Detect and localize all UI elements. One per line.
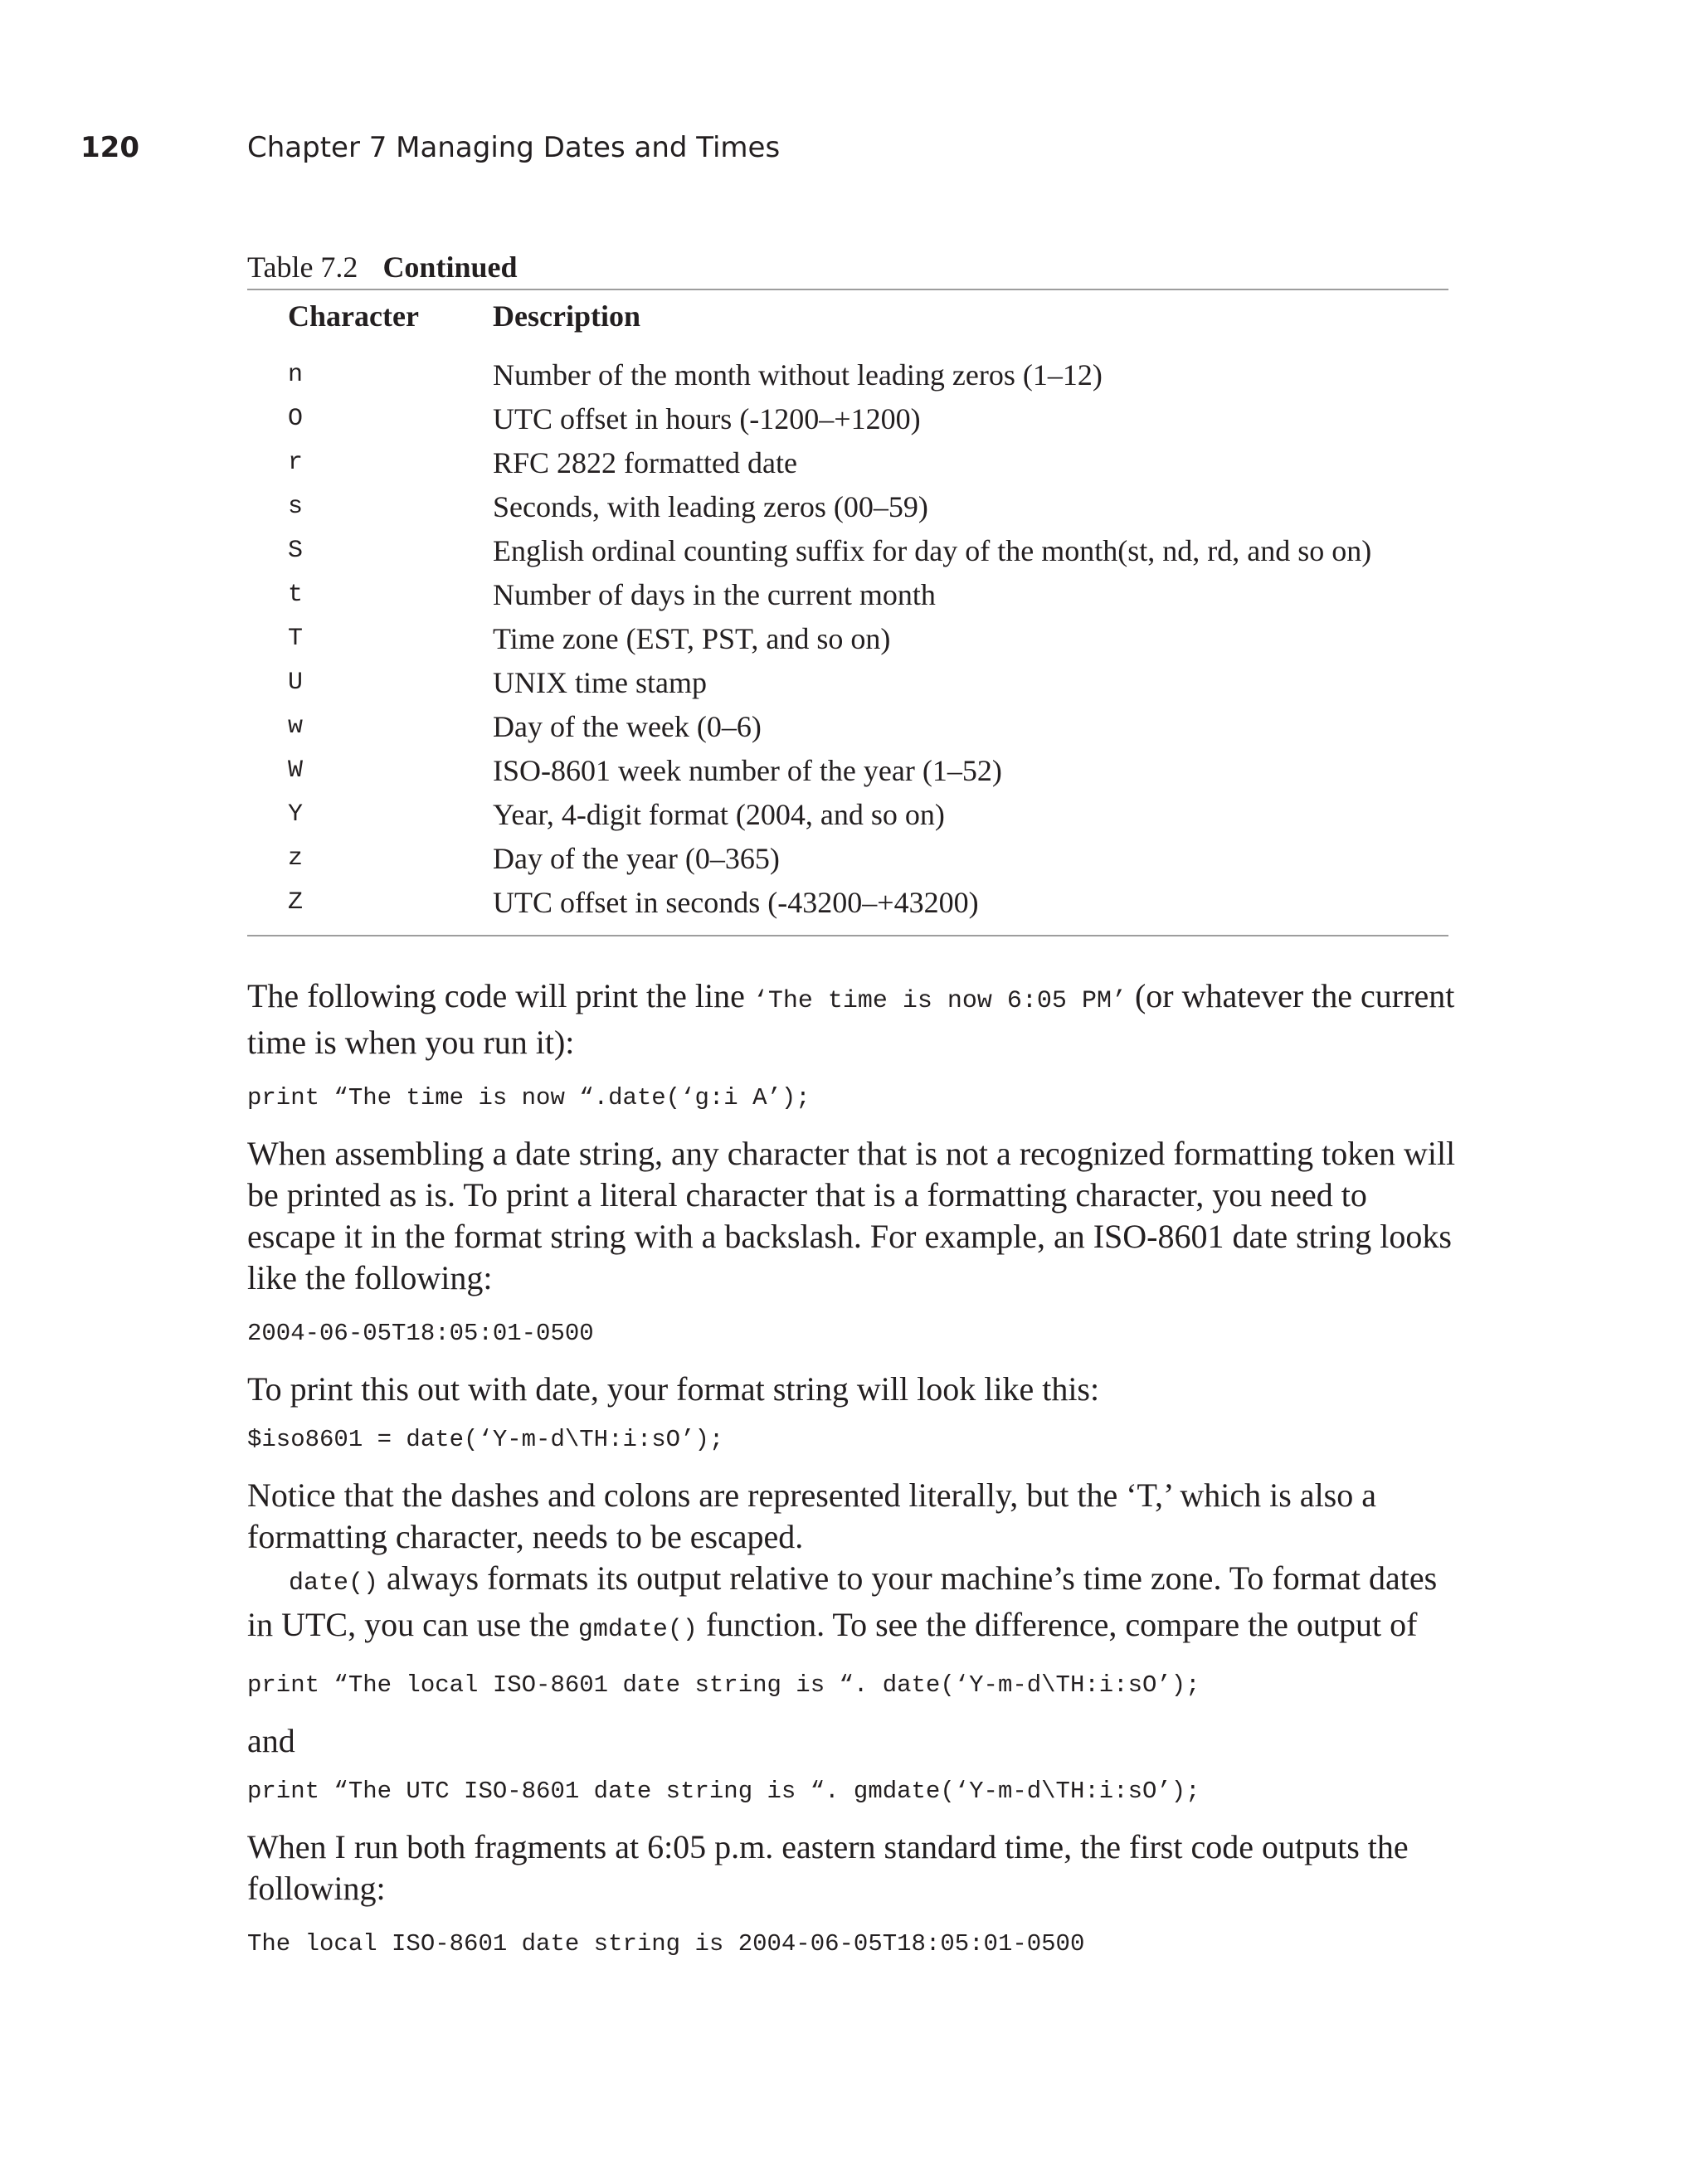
- paragraph: Notice that the dashes and colons are represented literally, but the ‘T,’ which is also a formatting character, needs to be escaped.: [247, 1476, 1376, 1555]
- format-description: Number of the month without leading zeros (1–12): [493, 358, 1103, 392]
- table-caption: [247, 246, 1448, 289]
- inline-code: date(): [289, 1569, 379, 1598]
- table-row: [247, 529, 1448, 573]
- column-header-description: Description: [493, 299, 640, 333]
- code-listing: print “The UTC ISO-8601 date string is “. gmdate(‘Y-m-d\TH:i:sO’);: [247, 1778, 1200, 1805]
- format-description: UTC offset in seconds (-43200–+43200): [493, 886, 979, 919]
- paragraph: [247, 975, 1458, 1063]
- format-description: Day of the year (0–365): [493, 842, 780, 875]
- table-row: [247, 485, 1448, 529]
- table-row: [247, 397, 1448, 441]
- running-header: [0, 131, 1699, 173]
- paragraph: When assembling a date string, any character that is not a recognized formatting token will be printed as is. To print a literal character that is a formatting character, you need to escape it in the format string with a backslash. For example, an ISO-8601 date string looks like the following:: [247, 1135, 1456, 1296]
- format-character: z: [288, 844, 304, 873]
- format-description: ISO-8601 week number of the year (1–52): [493, 754, 1002, 787]
- format-character: T: [288, 625, 304, 653]
- chapter-title: Chapter 7 Managing Dates and Times: [247, 131, 781, 164]
- paragraph-text: always formats its output relative to your machine’s time zone. To format dates in UTC, you can use the: [247, 1559, 1438, 1643]
- inline-code: ‘The time is now 6:05 PM’: [752, 987, 1127, 1015]
- table-body: [247, 342, 1448, 935]
- table-row: [247, 749, 1448, 793]
- table-row: [247, 661, 1448, 705]
- table-row: [247, 617, 1448, 661]
- inline-code: gmdate(): [577, 1616, 698, 1644]
- table-row: [247, 881, 1448, 925]
- format-description: Year, 4-digit format (2004, and so on): [493, 798, 945, 831]
- format-description: UNIX time stamp: [493, 666, 707, 699]
- format-character: w: [288, 713, 304, 741]
- format-description: RFC 2822 formatted date: [493, 446, 797, 479]
- paragraph-text: The following code will print the line: [247, 977, 753, 1014]
- format-character: O: [288, 405, 304, 433]
- table-row: [247, 573, 1448, 617]
- paragraph: To print this out with date, your format string will look like this:: [247, 1370, 1100, 1408]
- paragraph: and: [247, 1722, 295, 1759]
- table-row: [247, 705, 1448, 749]
- table-row: [247, 837, 1448, 881]
- column-header-character: Character: [288, 299, 419, 333]
- table-row: [247, 441, 1448, 485]
- table-header-row: [247, 290, 1448, 342]
- format-description: Seconds, with leading zeros (00–59): [493, 490, 928, 523]
- code-listing: print “The time is now “.date(‘g:i A’);: [247, 1084, 811, 1111]
- format-character: U: [288, 669, 304, 697]
- page-number: 120: [80, 131, 139, 164]
- format-character: W: [288, 756, 304, 785]
- format-description: English ordinal counting suffix for day of the month(st, nd, rd, and so on): [493, 534, 1372, 567]
- format-description: Day of the week (0–6): [493, 710, 762, 743]
- format-description: UTC offset in hours (-1200–+1200): [493, 402, 921, 435]
- format-character: t: [288, 581, 304, 609]
- format-characters-table: [247, 246, 1448, 936]
- table-caption-status: Continued: [382, 251, 518, 284]
- table-row: [247, 793, 1448, 837]
- format-character: n: [288, 361, 304, 389]
- body-text: [247, 975, 1458, 1961]
- table-row: [247, 353, 1448, 397]
- table-bottom-rule: [247, 935, 1448, 936]
- paragraph-text: (or whatever the current time is when you run it):: [247, 977, 1455, 1061]
- code-listing: 2004-06-05T18:05:01-0500: [247, 1320, 594, 1347]
- format-character: S: [288, 537, 304, 565]
- paragraph-text: function. To see the difference, compare the output of: [697, 1606, 1418, 1643]
- format-character: Y: [288, 800, 304, 829]
- format-character: Z: [288, 888, 304, 917]
- format-character: s: [288, 493, 304, 521]
- format-character: r: [288, 449, 304, 477]
- code-listing: The local ISO-8601 date string is 2004-06-05T18:05:01-0500: [247, 1930, 1085, 1958]
- table-caption-label: Table 7.2: [247, 251, 358, 284]
- paragraph: When I run both fragments at 6:05 p.m. eastern standard time, the first code outputs the following:: [247, 1828, 1409, 1907]
- format-description: Time zone (EST, PST, and so on): [493, 622, 891, 655]
- paragraph: [247, 1558, 1458, 1651]
- code-listing: $iso8601 = date(‘Y-m-d\TH:i:sO’);: [247, 1426, 724, 1453]
- format-description: Number of days in the current month: [493, 578, 936, 611]
- code-listing: print “The local ISO-8601 date string is “. date(‘Y-m-d\TH:i:sO’);: [247, 1671, 1200, 1699]
